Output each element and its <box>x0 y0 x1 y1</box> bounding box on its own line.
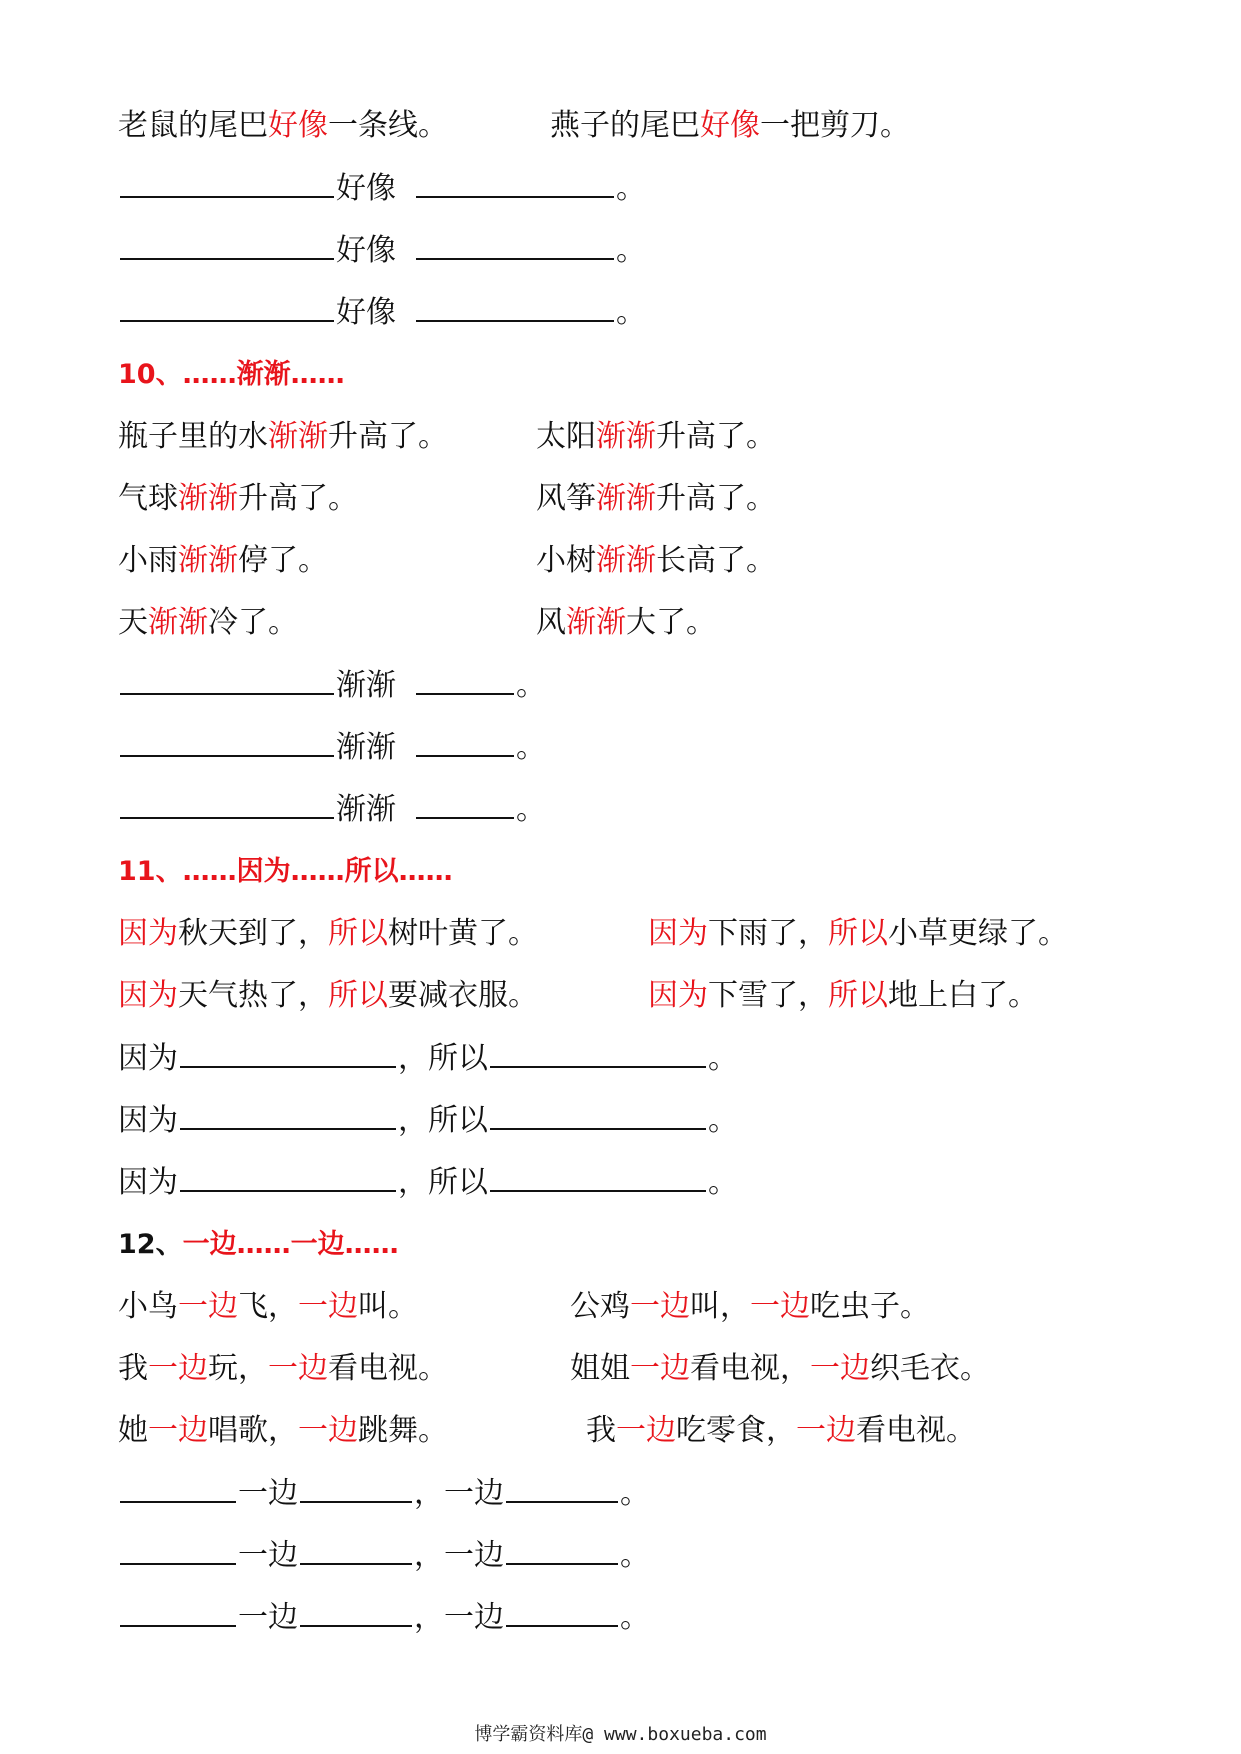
keyword: 好像 <box>700 108 760 143</box>
keyword: 一边 <box>630 1351 690 1386</box>
yinwei-practice-row: 因为 ，所以 。 <box>118 1098 738 1142</box>
fill-blank[interactable] <box>120 1471 236 1503</box>
fill-blank[interactable] <box>180 1098 396 1130</box>
keyword: 渐渐 <box>268 419 328 454</box>
keyword: 渐渐 <box>596 543 656 578</box>
example-sentence: 太阳渐渐升高了。 <box>536 419 776 454</box>
fill-blank[interactable] <box>416 290 614 322</box>
keyword: 一边 <box>796 1413 856 1448</box>
keyword: 渐渐 <box>178 481 238 516</box>
example-sentence: 气球渐渐升高了。 <box>118 481 358 516</box>
jianjian-practice-row: 渐渐 。 <box>118 787 546 831</box>
example-sentence: 小鸟一边飞，一边叫。 <box>118 1289 418 1324</box>
fill-blank[interactable] <box>506 1595 618 1627</box>
fill-blank[interactable] <box>120 725 334 757</box>
yinwei-practice-row: 因为 ，所以 。 <box>118 1160 738 1204</box>
example-sentence: 姐姐一边看电视，一边织毛衣。 <box>570 1351 990 1386</box>
fill-blank[interactable] <box>120 166 334 198</box>
keyword: 所以 <box>328 978 388 1013</box>
section-heading-12: 12、一边……一边…… <box>118 1229 399 1260</box>
fill-blank[interactable] <box>490 1036 706 1068</box>
example-sentence: 因为下雨了，所以小草更绿了。 <box>648 916 1068 951</box>
example-sentence: 小雨渐渐停了。 <box>118 543 328 578</box>
keyword: 一边 <box>268 1351 328 1386</box>
example-sentence: 公鸡一边叫，一边吃虫子。 <box>570 1289 930 1324</box>
jianjian-practice-row: 渐渐 。 <box>118 663 546 707</box>
yibian-practice-row: 一边 ，一边 。 <box>118 1471 650 1515</box>
example-sentence: 天渐渐冷了。 <box>118 605 298 640</box>
fill-blank[interactable] <box>300 1595 412 1627</box>
keyword: 一边 <box>298 1289 358 1324</box>
haoxiang-practice-row: 好像 。 <box>118 166 646 210</box>
fill-blank[interactable] <box>120 663 334 695</box>
fill-blank[interactable] <box>120 1533 236 1565</box>
example-sentence: 风渐渐大了。 <box>536 605 716 640</box>
keyword: 渐渐 <box>148 605 208 640</box>
keyword: 渐渐 <box>596 481 656 516</box>
fill-blank[interactable] <box>120 787 334 819</box>
fill-blank[interactable] <box>490 1098 706 1130</box>
jianjian-practice-row: 渐渐 。 <box>118 725 546 769</box>
example-sentence: 因为秋天到了，所以树叶黄了。 <box>118 916 538 951</box>
yibian-practice-row: 一边 ，一边 。 <box>118 1533 650 1577</box>
haoxiang-practice-row: 好像 。 <box>118 228 646 272</box>
fill-blank[interactable] <box>416 787 514 819</box>
keyword: 好像 <box>268 108 328 143</box>
keyword: 所以 <box>828 978 888 1013</box>
fill-blank[interactable] <box>120 290 334 322</box>
example-sentence: 风筝渐渐升高了。 <box>536 481 776 516</box>
fill-blank[interactable] <box>416 166 614 198</box>
section-heading-11: 11、……因为……所以…… <box>118 856 453 887</box>
keyword: 一边 <box>810 1351 870 1386</box>
example-sentence: 我一边吃零食，一边看电视。 <box>586 1413 976 1448</box>
fill-blank[interactable] <box>180 1036 396 1068</box>
example-sentence: 小树渐渐长高了。 <box>536 543 776 578</box>
fill-blank[interactable] <box>180 1160 396 1192</box>
example-sentence: 我一边玩，一边看电视。 <box>118 1351 448 1386</box>
keyword: 因为 <box>648 978 708 1013</box>
keyword: 一边 <box>148 1351 208 1386</box>
example-sentence: 燕子的尾巴好像一把剪刀。 <box>550 108 910 143</box>
keyword: 渐渐 <box>596 419 656 454</box>
fill-blank[interactable] <box>416 725 514 757</box>
fill-blank[interactable] <box>300 1471 412 1503</box>
fill-blank[interactable] <box>416 228 614 260</box>
keyword: 渐渐 <box>178 543 238 578</box>
fill-blank[interactable] <box>120 1595 236 1627</box>
keyword: 一边 <box>298 1413 358 1448</box>
fill-blank[interactable] <box>120 228 334 260</box>
yinwei-practice-row: 因为 ，所以 。 <box>118 1036 738 1080</box>
keyword: 所以 <box>328 916 388 951</box>
example-sentence: 她一边唱歌，一边跳舞。 <box>118 1413 448 1448</box>
example-sentence: 老鼠的尾巴好像一条线。 <box>118 108 448 143</box>
fill-blank[interactable] <box>300 1533 412 1565</box>
example-sentence: 瓶子里的水渐渐升高了。 <box>118 419 448 454</box>
keyword: 因为 <box>648 916 708 951</box>
keyword: 一边 <box>750 1289 810 1324</box>
keyword: 一边 <box>630 1289 690 1324</box>
fill-blank[interactable] <box>416 663 514 695</box>
fill-blank[interactable] <box>506 1471 618 1503</box>
keyword: 一边 <box>148 1413 208 1448</box>
fill-blank[interactable] <box>490 1160 706 1192</box>
keyword: 因为 <box>118 978 178 1013</box>
section-heading-10: 10、……渐渐…… <box>118 359 345 390</box>
yibian-practice-row: 一边 ，一边 。 <box>118 1595 650 1639</box>
keyword: 渐渐 <box>566 605 626 640</box>
footer-watermark: 博学霸资料库@ www.boxueba.com <box>474 1724 767 1745</box>
keyword: 所以 <box>828 916 888 951</box>
keyword: 一边 <box>178 1289 238 1324</box>
keyword: 因为 <box>118 916 178 951</box>
keyword: 一边 <box>616 1413 676 1448</box>
haoxiang-practice-row: 好像 。 <box>118 290 646 334</box>
fill-blank[interactable] <box>506 1533 618 1565</box>
example-sentence: 因为天气热了，所以要减衣服。 <box>118 978 538 1013</box>
example-sentence: 因为下雪了，所以地上白了。 <box>648 978 1038 1013</box>
